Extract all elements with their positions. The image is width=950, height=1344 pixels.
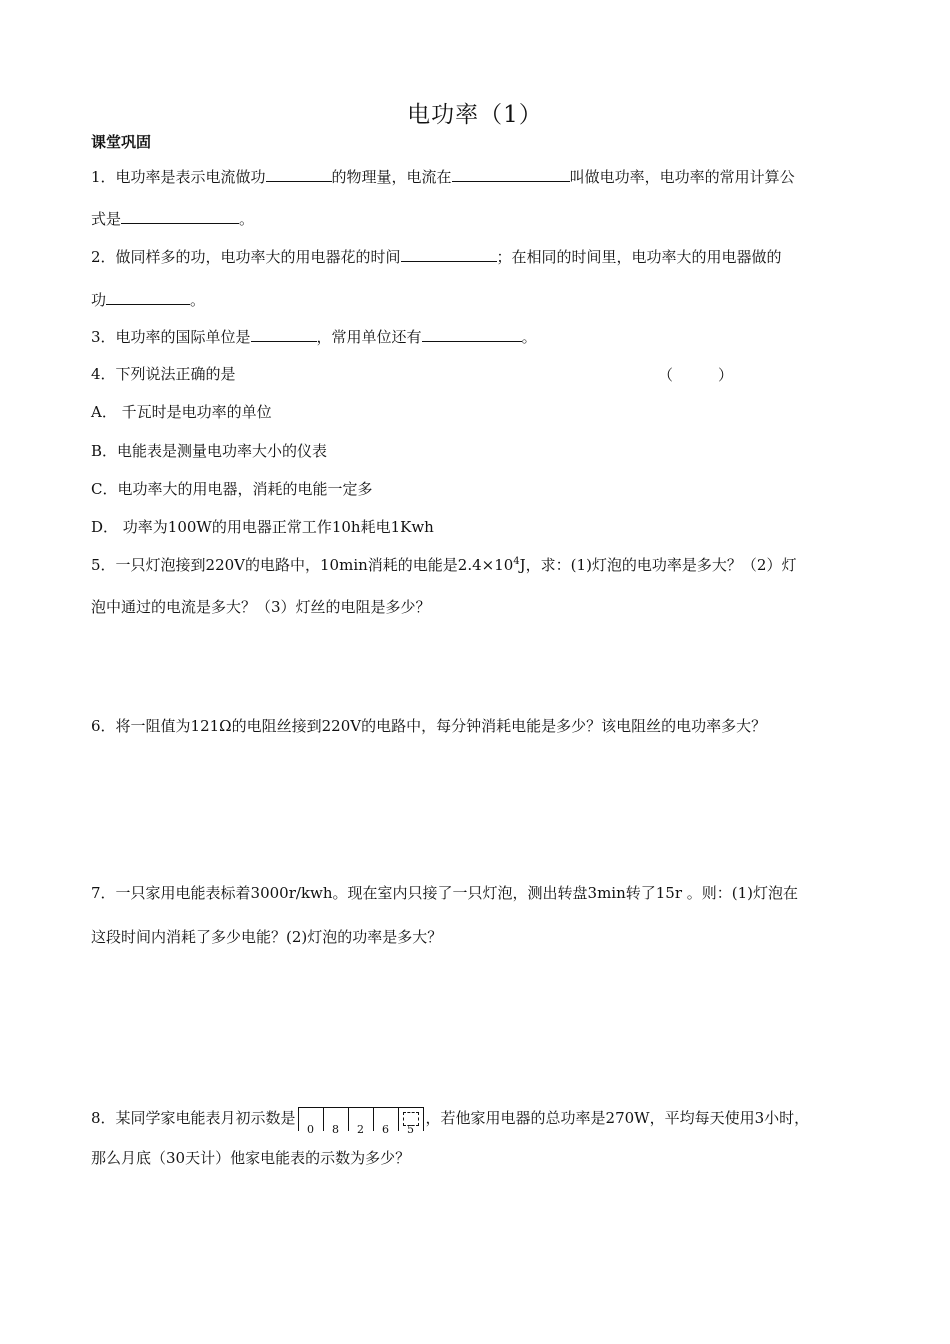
question-5-line-2: 泡中通过的电流是多大？（3）灯丝的电阻是多少？ — [91, 598, 431, 616]
question-6: 6．将一阻值为121Ω的电阻丝接到220V的电路中，每分钟消耗电能是多少？该电阻丝的电功率多大？ — [91, 717, 767, 735]
meter-digit: 2 — [349, 1107, 374, 1131]
question-2-line-1: 2．做同样多的功，电功率大的用电器花的时间 ；在相同的时间里，电功率大的用电器做的 — [91, 248, 782, 266]
meter-digit: 6 — [374, 1107, 399, 1131]
answer-parentheses[interactable]: （ ） — [658, 366, 734, 384]
question-1-line-1: 1．电功率是表示电流做功 的物理量，电流在 叫做电功率，电功率的常用计算公 — [91, 168, 795, 186]
meter-reading-display — [298, 1107, 424, 1136]
page-title: 电功率（1） — [407, 102, 543, 128]
answer-blank[interactable] — [401, 246, 497, 262]
meter-digit: 0 — [298, 1107, 324, 1131]
option-d[interactable]: D． 功率为100W的用电器正常工作10h耗电1Kwh — [91, 518, 434, 536]
section-heading: 课堂巩固 — [91, 133, 152, 151]
option-a[interactable]: A． 千瓦时是电功率的单位 — [91, 403, 272, 421]
question-5-line-1: 5．一只灯泡接到220V的电路中，10min消耗的电能是$2.4\times 10^4J$，求：(1)灯泡的电功率是多大？（2）灯 — [91, 556, 797, 574]
question-2-line-2: 功 。 — [91, 291, 206, 309]
meter-digit-decimal: 5 — [399, 1107, 424, 1131]
answer-blank[interactable] — [106, 289, 190, 305]
question-8-line-2: 那么月底（30天计）他家电能表的示数为多少？ — [91, 1149, 411, 1167]
meter-digit: 8 — [324, 1107, 349, 1131]
question-3: 3．电功率的国际单位是 ，常用单位还有 。 — [91, 328, 537, 346]
option-b[interactable]: B．电能表是测量电功率大小的仪表 — [91, 442, 328, 460]
question-8-line-1: 8．某同学家电能表月初示数是 0 8 2 6 5 ，若他家用电器的总功率是270W，平均每天使用3小时， — [91, 1109, 810, 1136]
answer-blank[interactable] — [452, 166, 570, 182]
question-4-stem: 4．下列说法正确的是 — [91, 365, 236, 383]
answer-blank[interactable] — [266, 166, 332, 182]
answer-blank[interactable] — [422, 326, 522, 342]
answer-blank[interactable] — [121, 208, 239, 224]
question-7-line-1: 7．一只家用电能表标着3000r/kwh。现在室内只接了一只灯泡，测出转盘3min转了15r 。则：(1)灯泡在 — [91, 884, 799, 902]
option-c[interactable]: C．电功率大的用电器，消耗的电能一定多 — [91, 480, 373, 498]
question-7-line-2: 这段时间内消耗了多少电能？(2)灯泡的功率是多大？ — [91, 928, 443, 946]
question-1-line-2: 式是 。 — [91, 210, 255, 228]
answer-blank[interactable] — [251, 326, 317, 342]
